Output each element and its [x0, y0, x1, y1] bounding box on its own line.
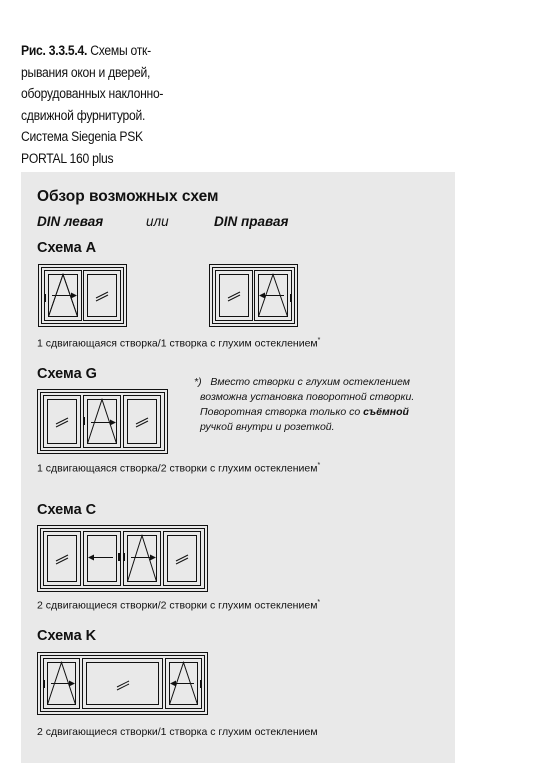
scheme-c-desc [37, 599, 320, 612]
scheme-c-desc-text: 2 сдвигающиеся створки/2 створки с глухим остеклением [37, 599, 318, 612]
scheme-k-desc: 2 сдвигающиеся створки/1 створка с глухим остеклением [37, 726, 318, 738]
footnote [194, 375, 414, 435]
footnote-line-3b: съёмной [363, 406, 409, 418]
footnote-line-3a: Поворотная створка только со [200, 406, 364, 418]
scheme-a-right-window [209, 264, 299, 328]
scheme-a-mark: * [317, 337, 321, 344]
scheme-g-mark: * [317, 462, 321, 469]
caption-line-6: PORTAL 160 plus [21, 150, 114, 166]
footnote-star: *) [194, 376, 202, 388]
scheme-a-desc-text: 1 сдвигающаяся створка/1 створка с глухим остеклением [37, 337, 318, 350]
scheme-a-title: Схема A [37, 240, 97, 256]
caption-line-5: Система Siegenia PSK [21, 129, 143, 144]
caption-line-3: оборудованных наклонно- [21, 86, 164, 101]
caption-label: Рис. 3.3.5.4. [21, 43, 88, 58]
scheme-g-desc-text: 1 сдвигающаяся створка/2 створки с глухим остеклением [37, 462, 318, 475]
scheme-c-window [37, 525, 209, 593]
scheme-g-desc [37, 462, 320, 475]
footnote-line-1: Вместо створки с глухим остеклением [210, 376, 410, 388]
scheme-a-left-window [38, 264, 128, 328]
scheme-g-window [37, 389, 169, 455]
din-right-label: DIN правая [214, 214, 289, 229]
caption-line-1: Схемы отк- [87, 43, 151, 58]
footnote-line-2: возможна установка поворотной створки. [200, 391, 415, 403]
caption-line-2: рывания окон и дверей, [21, 64, 151, 80]
scheme-g-title: Схема G [37, 366, 97, 382]
footnote-line-4: ручкой внутри и розеткой. [200, 421, 335, 433]
figure-caption [21, 40, 183, 169]
caption-line-4: сдвижной фурнитурой. [21, 107, 146, 123]
scheme-k-window [37, 652, 209, 716]
din-left-label: DIN левая [37, 214, 104, 229]
or-label: или [146, 214, 169, 229]
panel-title: Обзор возможных схем [37, 188, 219, 205]
scheme-a-desc [37, 337, 320, 350]
scheme-c-title: Схема C [37, 502, 97, 518]
scheme-c-mark: * [317, 599, 321, 606]
scheme-k-title: Схема K [37, 628, 97, 644]
